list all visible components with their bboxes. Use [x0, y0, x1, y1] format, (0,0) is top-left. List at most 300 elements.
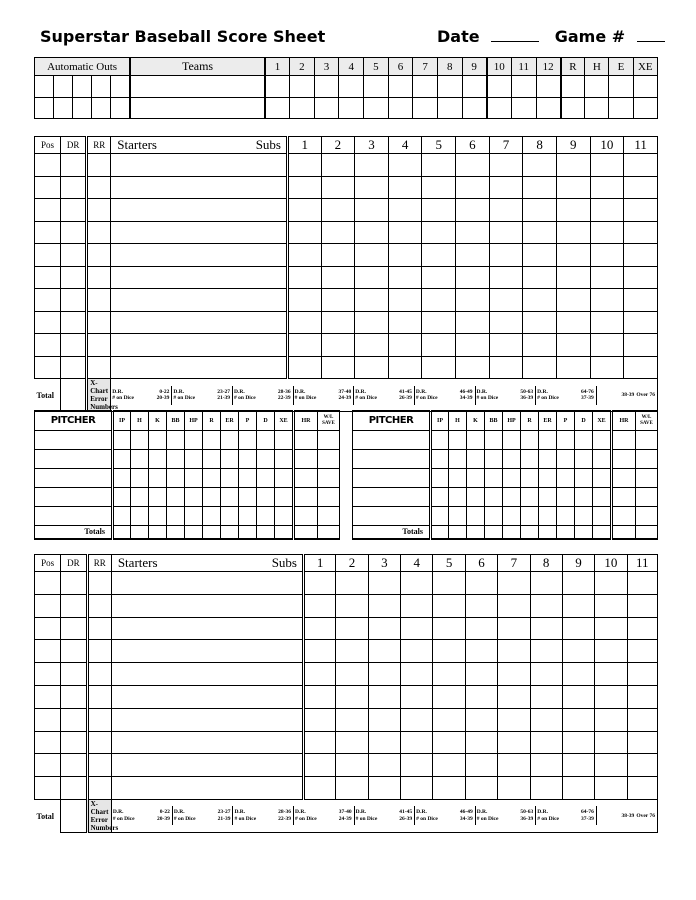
at-bat-cell[interactable]: [303, 777, 335, 800]
rr-cell[interactable]: [87, 266, 111, 289]
at-bat-cell[interactable]: [530, 617, 562, 640]
player-name-cell[interactable]: [111, 572, 303, 595]
pitching-stat-cell[interactable]: [203, 468, 221, 487]
at-bat-cell[interactable]: [368, 640, 400, 663]
rr-cell[interactable]: [87, 221, 111, 244]
at-bat-cell[interactable]: [321, 356, 355, 379]
at-bat-cell[interactable]: [556, 176, 590, 199]
at-bat-cell[interactable]: [287, 154, 321, 177]
pitching-total-cell[interactable]: [203, 525, 221, 539]
at-bat-cell[interactable]: [388, 221, 422, 244]
at-bat-cell[interactable]: [303, 572, 335, 595]
rr-cell[interactable]: [87, 244, 111, 267]
pitching-stat-cell[interactable]: [521, 506, 539, 525]
at-bat-cell[interactable]: [465, 572, 497, 595]
at-bat-cell[interactable]: [624, 176, 658, 199]
at-bat-cell[interactable]: [627, 685, 657, 708]
rr-cell[interactable]: [87, 289, 111, 312]
pitching-stat-cell[interactable]: [612, 430, 636, 449]
player-name-cell[interactable]: [111, 754, 303, 777]
inning-score-cell[interactable]: [388, 76, 413, 97]
dr-cell[interactable]: [61, 176, 87, 199]
at-bat-cell[interactable]: [590, 244, 624, 267]
at-bat-cell[interactable]: [336, 731, 368, 754]
at-bat-cell[interactable]: [556, 266, 590, 289]
at-bat-cell[interactable]: [433, 617, 465, 640]
at-bat-cell[interactable]: [590, 266, 624, 289]
inning-score-cell[interactable]: [462, 97, 487, 118]
at-bat-cell[interactable]: [368, 777, 400, 800]
at-bat-cell[interactable]: [498, 594, 530, 617]
at-bat-cell[interactable]: [401, 754, 433, 777]
rr-cell[interactable]: [87, 199, 111, 222]
pitching-stat-cell[interactable]: [113, 430, 131, 449]
at-bat-cell[interactable]: [624, 289, 658, 312]
pitching-stat-cell[interactable]: [575, 468, 593, 487]
pitching-stat-cell[interactable]: [503, 506, 521, 525]
pitching-stat-cell[interactable]: [185, 506, 203, 525]
at-bat-cell[interactable]: [465, 617, 497, 640]
at-bat-cell[interactable]: [624, 199, 658, 222]
total-cell[interactable]: [633, 76, 657, 97]
pitching-stat-cell[interactable]: [294, 487, 318, 506]
pitching-stat-cell[interactable]: [575, 506, 593, 525]
at-bat-cell[interactable]: [287, 199, 321, 222]
at-bat-cell[interactable]: [624, 244, 658, 267]
pitcher-name-cell[interactable]: [35, 506, 113, 525]
at-bat-cell[interactable]: [595, 640, 627, 663]
inning-score-cell[interactable]: [462, 76, 487, 97]
inning-score-cell[interactable]: [388, 97, 413, 118]
pitching-stat-cell[interactable]: [449, 449, 467, 468]
inning-score-cell[interactable]: [290, 97, 315, 118]
at-bat-cell[interactable]: [624, 266, 658, 289]
auto-out-cell[interactable]: [111, 76, 130, 97]
pitching-total-cell[interactable]: [221, 525, 239, 539]
pitching-stat-cell[interactable]: [275, 506, 294, 525]
at-bat-cell[interactable]: [556, 221, 590, 244]
pitching-stat-cell[interactable]: [294, 430, 318, 449]
pitching-stat-cell[interactable]: [431, 506, 449, 525]
inning-score-cell[interactable]: [339, 76, 364, 97]
pitcher-name-cell[interactable]: [353, 487, 431, 506]
at-bat-cell[interactable]: [388, 176, 422, 199]
pitching-total-cell[interactable]: [521, 525, 539, 539]
pitching-stat-cell[interactable]: [485, 468, 503, 487]
at-bat-cell[interactable]: [388, 199, 422, 222]
pitching-stat-cell[interactable]: [612, 468, 636, 487]
pitching-total-cell[interactable]: [636, 525, 658, 539]
at-bat-cell[interactable]: [388, 311, 422, 334]
at-bat-cell[interactable]: [590, 221, 624, 244]
at-bat-cell[interactable]: [624, 356, 658, 379]
total-cell[interactable]: [561, 76, 585, 97]
pitching-stat-cell[interactable]: [113, 449, 131, 468]
at-bat-cell[interactable]: [433, 572, 465, 595]
at-bat-cell[interactable]: [489, 356, 523, 379]
at-bat-cell[interactable]: [456, 266, 490, 289]
pitching-stat-cell[interactable]: [485, 449, 503, 468]
at-bat-cell[interactable]: [355, 244, 389, 267]
pitching-total-cell[interactable]: [318, 525, 340, 539]
at-bat-cell[interactable]: [562, 777, 594, 800]
auto-out-cell[interactable]: [111, 97, 130, 118]
at-bat-cell[interactable]: [562, 572, 594, 595]
player-name-cell[interactable]: [111, 731, 303, 754]
inning-score-cell[interactable]: [413, 97, 438, 118]
at-bat-cell[interactable]: [556, 154, 590, 177]
pitching-total-cell[interactable]: [167, 525, 185, 539]
team-name-cell[interactable]: [130, 97, 265, 118]
at-bat-cell[interactable]: [465, 754, 497, 777]
dr-cell[interactable]: [61, 289, 87, 312]
pitching-stat-cell[interactable]: [521, 468, 539, 487]
at-bat-cell[interactable]: [303, 731, 335, 754]
pitching-stat-cell[interactable]: [636, 468, 658, 487]
at-bat-cell[interactable]: [456, 199, 490, 222]
pitching-stat-cell[interactable]: [636, 506, 658, 525]
at-bat-cell[interactable]: [303, 685, 335, 708]
at-bat-cell[interactable]: [355, 266, 389, 289]
at-bat-cell[interactable]: [287, 176, 321, 199]
at-bat-cell[interactable]: [422, 244, 456, 267]
at-bat-cell[interactable]: [388, 356, 422, 379]
pitching-stat-cell[interactable]: [593, 468, 612, 487]
pitching-stat-cell[interactable]: [521, 487, 539, 506]
inning-score-cell[interactable]: [511, 97, 536, 118]
pitching-stat-cell[interactable]: [539, 468, 557, 487]
pitcher-name-cell[interactable]: [35, 468, 113, 487]
pitcher-name-cell[interactable]: [353, 506, 431, 525]
pitching-stat-cell[interactable]: [294, 468, 318, 487]
pos-cell[interactable]: [35, 311, 61, 334]
pitching-stat-cell[interactable]: [449, 487, 467, 506]
at-bat-cell[interactable]: [595, 663, 627, 686]
pitching-stat-cell[interactable]: [593, 506, 612, 525]
at-bat-cell[interactable]: [556, 311, 590, 334]
pos-cell[interactable]: [35, 663, 61, 686]
at-bat-cell[interactable]: [590, 154, 624, 177]
pitching-stat-cell[interactable]: [257, 506, 275, 525]
pitching-total-cell[interactable]: [275, 525, 294, 539]
at-bat-cell[interactable]: [433, 685, 465, 708]
rr-cell[interactable]: [87, 334, 111, 357]
pitching-stat-cell[interactable]: [149, 430, 167, 449]
at-bat-cell[interactable]: [456, 289, 490, 312]
at-bat-cell[interactable]: [368, 685, 400, 708]
at-bat-cell[interactable]: [590, 334, 624, 357]
at-bat-cell[interactable]: [530, 777, 562, 800]
at-bat-cell[interactable]: [456, 334, 490, 357]
at-bat-cell[interactable]: [433, 594, 465, 617]
at-bat-cell[interactable]: [595, 731, 627, 754]
at-bat-cell[interactable]: [401, 663, 433, 686]
pitching-total-cell[interactable]: [593, 525, 612, 539]
pitching-stat-cell[interactable]: [318, 487, 340, 506]
at-bat-cell[interactable]: [530, 708, 562, 731]
pos-cell[interactable]: [35, 640, 61, 663]
pitching-stat-cell[interactable]: [185, 449, 203, 468]
at-bat-cell[interactable]: [401, 685, 433, 708]
at-bat-cell[interactable]: [433, 708, 465, 731]
pos-cell[interactable]: [35, 777, 61, 800]
dr-cell[interactable]: [61, 221, 87, 244]
at-bat-cell[interactable]: [388, 244, 422, 267]
dr-cell[interactable]: [61, 334, 87, 357]
pitching-stat-cell[interactable]: [203, 506, 221, 525]
pitching-stat-cell[interactable]: [113, 506, 131, 525]
at-bat-cell[interactable]: [590, 289, 624, 312]
auto-out-cell[interactable]: [35, 97, 54, 118]
pitching-stat-cell[interactable]: [503, 487, 521, 506]
pitching-total-cell[interactable]: [449, 525, 467, 539]
at-bat-cell[interactable]: [498, 731, 530, 754]
at-bat-cell[interactable]: [401, 777, 433, 800]
at-bat-cell[interactable]: [489, 289, 523, 312]
at-bat-cell[interactable]: [595, 685, 627, 708]
auto-out-cell[interactable]: [73, 97, 92, 118]
at-bat-cell[interactable]: [530, 640, 562, 663]
at-bat-cell[interactable]: [355, 356, 389, 379]
pitching-stat-cell[interactable]: [612, 487, 636, 506]
total-cell[interactable]: [561, 97, 585, 118]
pitching-stat-cell[interactable]: [503, 449, 521, 468]
auto-out-cell[interactable]: [92, 76, 111, 97]
at-bat-cell[interactable]: [562, 685, 594, 708]
at-bat-cell[interactable]: [303, 663, 335, 686]
at-bat-cell[interactable]: [368, 754, 400, 777]
pitching-stat-cell[interactable]: [113, 468, 131, 487]
at-bat-cell[interactable]: [368, 663, 400, 686]
auto-out-cell[interactable]: [54, 76, 73, 97]
player-name-cell[interactable]: [111, 334, 288, 357]
pitching-total-cell[interactable]: [149, 525, 167, 539]
player-name-cell[interactable]: [111, 289, 288, 312]
pos-cell[interactable]: [35, 572, 61, 595]
pitching-stat-cell[interactable]: [593, 487, 612, 506]
player-name-cell[interactable]: [111, 266, 288, 289]
pitching-stat-cell[interactable]: [221, 506, 239, 525]
at-bat-cell[interactable]: [388, 334, 422, 357]
pitching-stat-cell[interactable]: [318, 506, 340, 525]
inning-score-cell[interactable]: [437, 97, 462, 118]
pitching-stat-cell[interactable]: [467, 468, 485, 487]
player-name-cell[interactable]: [111, 708, 303, 731]
at-bat-cell[interactable]: [401, 572, 433, 595]
at-bat-cell[interactable]: [456, 221, 490, 244]
at-bat-cell[interactable]: [388, 266, 422, 289]
rr-cell[interactable]: [87, 311, 111, 334]
team-name-cell[interactable]: [130, 76, 265, 97]
at-bat-cell[interactable]: [530, 731, 562, 754]
pitching-stat-cell[interactable]: [593, 430, 612, 449]
pos-cell[interactable]: [35, 617, 61, 640]
at-bat-cell[interactable]: [523, 334, 557, 357]
pitching-stat-cell[interactable]: [275, 449, 294, 468]
at-bat-cell[interactable]: [523, 244, 557, 267]
at-bat-cell[interactable]: [456, 356, 490, 379]
at-bat-cell[interactable]: [624, 221, 658, 244]
pitching-stat-cell[interactable]: [203, 487, 221, 506]
at-bat-cell[interactable]: [355, 311, 389, 334]
inning-score-cell[interactable]: [437, 76, 462, 97]
at-bat-cell[interactable]: [595, 572, 627, 595]
at-bat-cell[interactable]: [401, 617, 433, 640]
rr-cell[interactable]: [87, 356, 111, 379]
pitching-total-cell[interactable]: [294, 525, 318, 539]
pitching-stat-cell[interactable]: [294, 449, 318, 468]
pitching-stat-cell[interactable]: [636, 430, 658, 449]
at-bat-cell[interactable]: [627, 594, 657, 617]
dr-cell[interactable]: [61, 777, 87, 800]
pitching-total-cell[interactable]: [503, 525, 521, 539]
dr-cell[interactable]: [61, 356, 87, 379]
at-bat-cell[interactable]: [303, 708, 335, 731]
at-bat-cell[interactable]: [556, 199, 590, 222]
at-bat-cell[interactable]: [523, 154, 557, 177]
at-bat-cell[interactable]: [489, 176, 523, 199]
pitching-total-cell[interactable]: [257, 525, 275, 539]
rr-cell[interactable]: [87, 731, 111, 754]
at-bat-cell[interactable]: [287, 311, 321, 334]
inning-score-cell[interactable]: [339, 97, 364, 118]
pos-cell[interactable]: [35, 154, 61, 177]
pos-cell[interactable]: [35, 754, 61, 777]
at-bat-cell[interactable]: [595, 777, 627, 800]
pitching-stat-cell[interactable]: [167, 487, 185, 506]
pitching-stat-cell[interactable]: [575, 430, 593, 449]
pitching-total-cell[interactable]: [485, 525, 503, 539]
at-bat-cell[interactable]: [456, 244, 490, 267]
auto-out-cell[interactable]: [92, 97, 111, 118]
pitching-stat-cell[interactable]: [521, 449, 539, 468]
at-bat-cell[interactable]: [422, 199, 456, 222]
pitching-stat-cell[interactable]: [294, 506, 318, 525]
auto-out-cell[interactable]: [54, 97, 73, 118]
at-bat-cell[interactable]: [287, 289, 321, 312]
pos-cell[interactable]: [35, 266, 61, 289]
at-bat-cell[interactable]: [422, 311, 456, 334]
at-bat-cell[interactable]: [368, 731, 400, 754]
player-name-cell[interactable]: [111, 777, 303, 800]
inning-score-cell[interactable]: [413, 76, 438, 97]
dr-cell[interactable]: [61, 754, 87, 777]
pitching-stat-cell[interactable]: [149, 449, 167, 468]
pitching-stat-cell[interactable]: [539, 430, 557, 449]
inning-score-cell[interactable]: [536, 97, 561, 118]
at-bat-cell[interactable]: [590, 356, 624, 379]
at-bat-cell[interactable]: [489, 334, 523, 357]
rr-cell[interactable]: [87, 663, 111, 686]
pitching-stat-cell[interactable]: [449, 506, 467, 525]
at-bat-cell[interactable]: [627, 572, 657, 595]
at-bat-cell[interactable]: [489, 266, 523, 289]
at-bat-cell[interactable]: [368, 617, 400, 640]
at-bat-cell[interactable]: [303, 594, 335, 617]
at-bat-cell[interactable]: [530, 754, 562, 777]
pitching-stat-cell[interactable]: [467, 449, 485, 468]
pitching-total-cell[interactable]: [612, 525, 636, 539]
pitching-stat-cell[interactable]: [131, 430, 149, 449]
pos-cell[interactable]: [35, 594, 61, 617]
dr-cell[interactable]: [61, 199, 87, 222]
pitching-stat-cell[interactable]: [612, 506, 636, 525]
at-bat-cell[interactable]: [355, 199, 389, 222]
at-bat-cell[interactable]: [498, 708, 530, 731]
at-bat-cell[interactable]: [287, 356, 321, 379]
date-field[interactable]: [491, 27, 539, 42]
at-bat-cell[interactable]: [422, 334, 456, 357]
at-bat-cell[interactable]: [595, 594, 627, 617]
at-bat-cell[interactable]: [530, 572, 562, 595]
player-name-cell[interactable]: [111, 311, 288, 334]
at-bat-cell[interactable]: [336, 777, 368, 800]
pitching-stat-cell[interactable]: [612, 449, 636, 468]
at-bat-cell[interactable]: [465, 685, 497, 708]
total-cell[interactable]: [609, 97, 633, 118]
at-bat-cell[interactable]: [433, 663, 465, 686]
pitching-stat-cell[interactable]: [318, 468, 340, 487]
pitching-stat-cell[interactable]: [485, 487, 503, 506]
pitching-total-cell[interactable]: [239, 525, 257, 539]
at-bat-cell[interactable]: [336, 640, 368, 663]
total-cell[interactable]: [61, 799, 87, 832]
at-bat-cell[interactable]: [456, 154, 490, 177]
at-bat-cell[interactable]: [422, 221, 456, 244]
player-name-cell[interactable]: [111, 154, 288, 177]
pitching-stat-cell[interactable]: [257, 449, 275, 468]
pitching-stat-cell[interactable]: [221, 487, 239, 506]
at-bat-cell[interactable]: [523, 221, 557, 244]
at-bat-cell[interactable]: [336, 708, 368, 731]
pitching-stat-cell[interactable]: [557, 506, 575, 525]
pitching-stat-cell[interactable]: [467, 430, 485, 449]
at-bat-cell[interactable]: [456, 176, 490, 199]
at-bat-cell[interactable]: [489, 221, 523, 244]
pos-cell[interactable]: [35, 289, 61, 312]
at-bat-cell[interactable]: [530, 594, 562, 617]
at-bat-cell[interactable]: [465, 663, 497, 686]
pitching-stat-cell[interactable]: [221, 449, 239, 468]
at-bat-cell[interactable]: [595, 617, 627, 640]
rr-cell[interactable]: [87, 754, 111, 777]
at-bat-cell[interactable]: [287, 221, 321, 244]
pitching-stat-cell[interactable]: [167, 506, 185, 525]
pitching-stat-cell[interactable]: [539, 506, 557, 525]
at-bat-cell[interactable]: [562, 663, 594, 686]
at-bat-cell[interactable]: [303, 617, 335, 640]
pitching-stat-cell[interactable]: [521, 430, 539, 449]
dr-cell[interactable]: [61, 640, 87, 663]
player-name-cell[interactable]: [111, 594, 303, 617]
at-bat-cell[interactable]: [401, 708, 433, 731]
pos-cell[interactable]: [35, 244, 61, 267]
inning-score-cell[interactable]: [290, 76, 315, 97]
pitching-stat-cell[interactable]: [185, 468, 203, 487]
at-bat-cell[interactable]: [321, 221, 355, 244]
at-bat-cell[interactable]: [595, 754, 627, 777]
auto-out-cell[interactable]: [35, 76, 54, 97]
pos-cell[interactable]: [35, 708, 61, 731]
pos-cell[interactable]: [35, 199, 61, 222]
at-bat-cell[interactable]: [401, 594, 433, 617]
pitching-stat-cell[interactable]: [449, 430, 467, 449]
at-bat-cell[interactable]: [498, 572, 530, 595]
pitching-stat-cell[interactable]: [503, 430, 521, 449]
pitching-total-cell[interactable]: [467, 525, 485, 539]
pitcher-name-cell[interactable]: [353, 449, 431, 468]
inning-score-cell[interactable]: [511, 76, 536, 97]
